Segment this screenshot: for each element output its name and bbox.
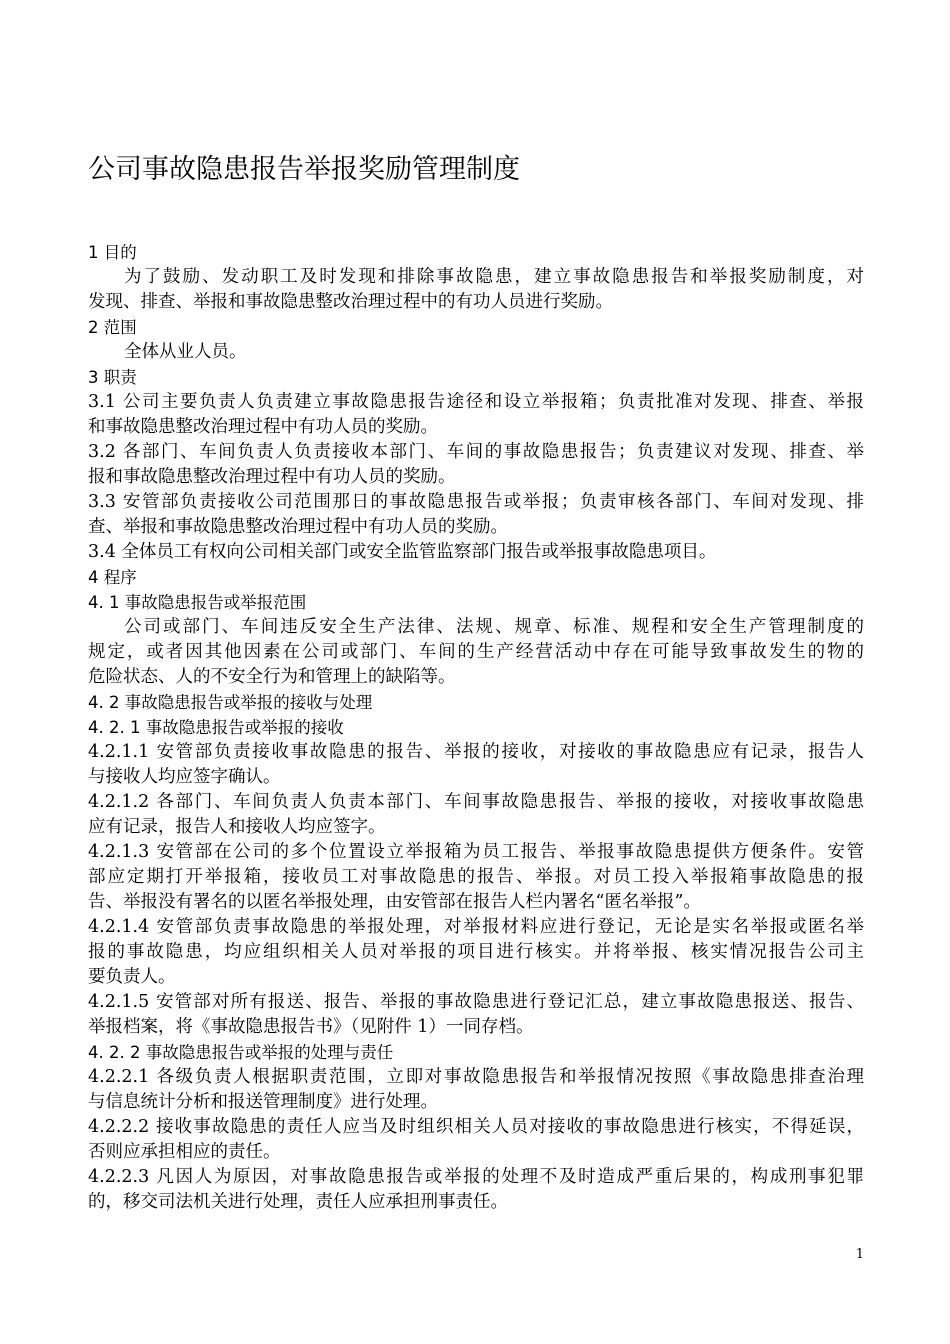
paragraph-line: 4.2.2.3 凡因人为原因，对事故隐患报告或举报的处理不及时造成严重后果的，构成刑事犯罪 — [88, 1167, 864, 1187]
section-heading: 2 范围 — [88, 318, 137, 337]
paragraph-line: 报和事故隐患整改治理过程中有功人员的奖励。 — [88, 467, 456, 487]
paragraph-line: 4.2.1.4 安管部负责事故隐患的举报处理，对举报材料应进行登记，无论是实名举报或匿名举 — [88, 917, 864, 937]
paragraph-line: 报的事故隐患，均应组织相关人员对举报的项目进行核实。并将举报、核实情况报告公司主 — [88, 942, 864, 962]
paragraph-line: 公司或部门、车间违反安全生产法律、法规、规章、标准、规程和安全生产管理制度的 — [124, 617, 864, 637]
section-heading: 4 程序 — [88, 568, 137, 587]
paragraph-line: 告、举报没有署名的以匿名举报处理，由安管部在报告人栏内署名“匿名举报”。 — [88, 892, 701, 912]
paragraph-line: 的，移交司法机关进行处理，责任人应承担刑事责任。 — [88, 1192, 508, 1212]
paragraph-line: 应有记录，报告人和接收人均应签字。 — [88, 817, 386, 837]
page-number: 1 — [855, 1247, 864, 1262]
paragraph-line: 3.3 安管部负责接收公司范围那日的事故隐患报告或举报；负责审核各部门、车间对发现、排 — [88, 492, 864, 512]
paragraph-line: 4.2.1.2 各部门、车间负责人负责本部门、车间事故隐患报告、举报的接收，对接收事故隐患 — [88, 792, 864, 812]
section-heading: 4. 2 事故隐患报告或举报的接收与处理 — [88, 693, 373, 712]
paragraph-line: 4.2.1.5 安管部对所有报送、报告、举报的事故隐患进行登记汇总，建立事故隐患报送、报告、 — [88, 992, 864, 1012]
paragraph-line: 3.4 全体员工有权向公司相关部门或安全监管监察部门报告或举报事故隐患项目。 — [88, 542, 717, 562]
paragraph-line: 否则应承担相应的责任。 — [88, 1142, 281, 1162]
paragraph-line: 4.2.1.3 安管部在公司的多个位置设立举报箱为员工报告、举报事故隐患提供方便条件。安管 — [88, 842, 864, 862]
paragraph-line: 为了鼓励、发动职工及时发现和排除事故隐患，建立事故隐患报告和举报奖励制度，对 — [124, 267, 864, 287]
document-body — [88, 240, 864, 1215]
section-heading: 3 职责 — [88, 368, 137, 387]
paragraph-line: 举报档案，将《事故隐患报告书》（见附件 1）一同存档。 — [88, 1017, 534, 1037]
paragraph-line: 查、举报和事故隐患整改治理过程中有功人员的奖励。 — [88, 517, 508, 537]
section-heading: 4. 1 事故隐患报告或举报范围 — [88, 593, 307, 612]
paragraph-line: 全体从业人员。 — [124, 342, 247, 362]
paragraph-line: 规定，或者因其他因素在公司或部门、车间的生产经营活动中存在可能导致事故发生的物的 — [88, 642, 864, 662]
paragraph-line: 3.2 各部门、车间负责人负责接收本部门、车间的事故隐患报告；负责建议对发现、排查、举 — [88, 442, 864, 462]
paragraph-line: 危险状态、人的不安全行为和管理上的缺陷等。 — [88, 667, 456, 687]
section-heading: 4. 2. 2 事故隐患报告或举报的处理与责任 — [88, 1043, 394, 1062]
paragraph-line: 和事故隐患整改治理过程中有功人员的奖励。 — [88, 417, 438, 437]
paragraph-line: 与信息统计分析和报送管理制度》进行处理。 — [88, 1092, 438, 1112]
paragraph-line: 要负责人。 — [88, 967, 176, 987]
paragraph-line: 部应定期打开举报箱，接收员工对事故隐患的报告、举报。对员工投入举报箱事故隐患的报 — [88, 867, 864, 887]
section-heading: 4. 2. 1 事故隐患报告或举报的接收 — [88, 718, 344, 737]
paragraph-line: 4.2.1.1 安管部负责接收事故隐患的报告、举报的接收，对接收的事故隐患应有记录，报告人 — [88, 742, 864, 762]
paragraph-line: 与接收人均应签字确认。 — [88, 767, 281, 787]
section-heading: 1 目的 — [88, 243, 137, 262]
paragraph-line: 发现、排查、举报和事故隐患整改治理过程中的有功人员进行奖励。 — [88, 292, 613, 312]
document-title: 公司事故隐患报告举报奖励管理制度 — [88, 154, 520, 185]
paragraph-line: 4.2.2.2 接收事故隐患的责任人应当及时组织相关人员对接收的事故隐患进行核实，不得延误， — [88, 1117, 864, 1137]
paragraph-line: 3.1 公司主要负责人负责建立事故隐患报告途径和设立举报箱；负责批准对发现、排查、举报 — [88, 392, 864, 412]
paragraph-line: 4.2.2.1 各级负责人根据职责范围，立即对事故隐患报告和举报情况按照《事故隐患排查治理 — [88, 1067, 864, 1087]
